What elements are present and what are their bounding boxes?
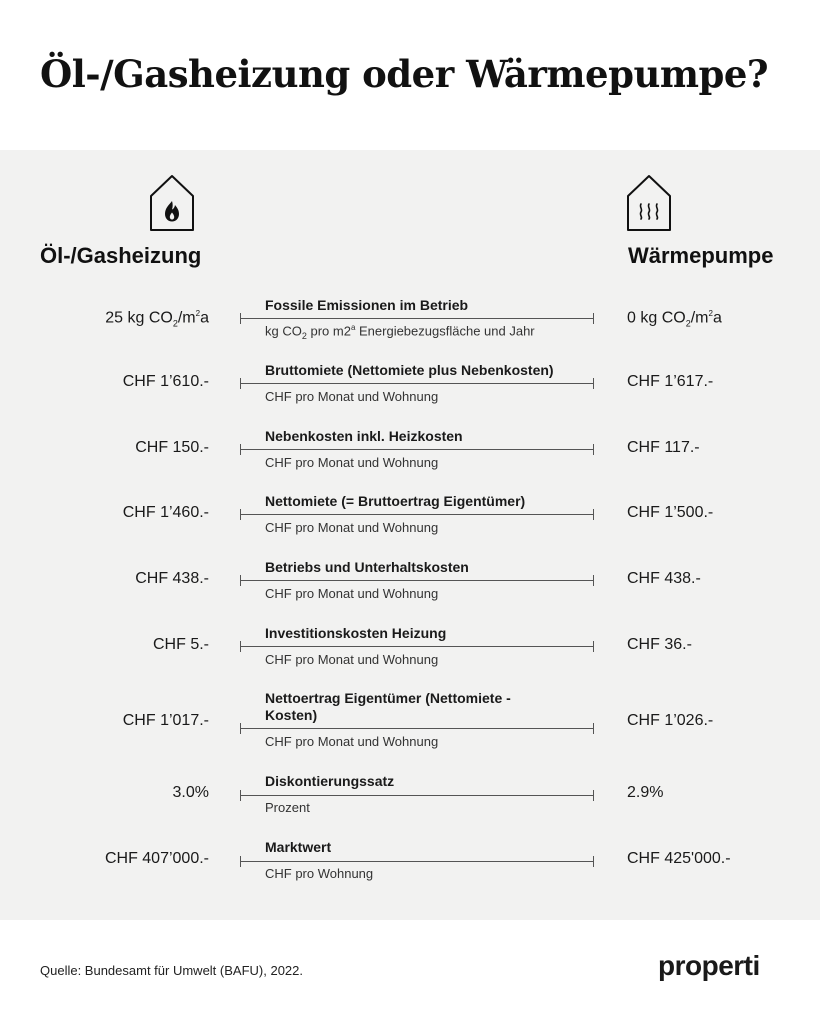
row-unit: CHF pro Wohnung — [265, 866, 374, 881]
left-value: CHF 1’017.- — [122, 712, 209, 729]
connector-line — [240, 861, 594, 862]
row-label: Betriebs und Unterhaltskosten — [265, 559, 469, 575]
row-label: Diskontierungssatz — [265, 773, 395, 789]
right-value: CHF 438.- — [627, 570, 701, 587]
row-unit: CHF pro Monat und Wohnung — [265, 455, 439, 470]
row-unit: CHF pro Monat und Wohnung — [265, 734, 439, 749]
right-value: CHF 1’026.- — [627, 712, 714, 729]
row-label: Nebenkosten inkl. Heizkosten — [265, 428, 463, 444]
row-label: Bruttomiete (Nettomiete plus Nebenkosten) — [265, 362, 554, 378]
house-heat-waves-icon — [626, 174, 672, 232]
connector-line — [240, 514, 594, 515]
connector-line — [240, 795, 594, 796]
comparison-row — [0, 559, 820, 619]
row-label: Investitionskosten Heizung — [265, 625, 447, 641]
row-label: Nettoertrag Eigentümer (Nettomiete - Kosten) — [265, 690, 511, 723]
right-value: CHF 1’500.- — [627, 504, 714, 521]
comparison-row — [0, 839, 820, 899]
page-title: Öl-/Gasheizung oder Wärmepumpe? — [40, 52, 769, 96]
connector-line — [240, 449, 594, 450]
left-value: CHF 1’610.- — [122, 373, 209, 390]
comparison-row — [0, 773, 820, 833]
row-unit: CHF pro Monat und Wohnung — [265, 520, 439, 535]
right-value: CHF 36.- — [627, 636, 692, 653]
comparison-row — [0, 362, 820, 422]
left-value: CHF 150.- — [135, 439, 209, 456]
row-unit: Prozent — [265, 800, 310, 815]
left-value: 3.0% — [172, 784, 209, 801]
row-label: Marktwert — [265, 839, 332, 855]
row-unit: kg $CO_2$ pro m2$^a$ Energiebezugsfläche und Jahr — [265, 323, 535, 341]
right-value: 2.9% — [627, 784, 664, 801]
connector-line — [240, 728, 594, 729]
left-value: 25 kg $CO_2/m^2a$ — [105, 309, 209, 329]
comparison-row — [0, 690, 820, 760]
row-unit: CHF pro Monat und Wohnung — [265, 652, 439, 667]
comparison-row — [0, 493, 820, 553]
house-flame-icon — [149, 174, 195, 232]
comparison-row-emissions — [0, 297, 820, 357]
right-value: CHF 1’617.- — [627, 373, 714, 390]
right-value: 0 kg $CO_2/m^2a$ — [627, 309, 722, 329]
connector-line — [240, 383, 594, 384]
row-unit: CHF pro Monat und Wohnung — [265, 586, 439, 601]
row-label: Fossile Emissionen im Betrieb — [265, 297, 469, 313]
comparison-row — [0, 625, 820, 685]
connector-line — [240, 646, 594, 647]
left-value: CHF 438.- — [135, 570, 209, 587]
row-unit: CHF pro Monat und Wohnung — [265, 389, 439, 404]
left-value: CHF 407’000.- — [104, 850, 209, 867]
left-value: CHF 1’460.- — [122, 504, 209, 521]
right-value: CHF 117.- — [627, 439, 700, 456]
right-value: CHF 425'000.- — [627, 850, 731, 867]
column-heading-oil-gas: Öl-/Gasheizung — [40, 243, 202, 268]
column-heading-heat-pump: Wärmepumpe — [628, 243, 774, 268]
source-note: Quelle: Bundesamt für Umwelt (BAFU), 2022. — [40, 963, 303, 978]
brand-logo: properti — [658, 950, 760, 981]
connector-line — [240, 580, 594, 581]
comparison-row — [0, 428, 820, 488]
left-value: CHF 5.- — [153, 636, 209, 653]
row-label: Nettomiete (= Bruttoertrag Eigentümer) — [265, 493, 526, 509]
connector-line — [240, 318, 594, 319]
